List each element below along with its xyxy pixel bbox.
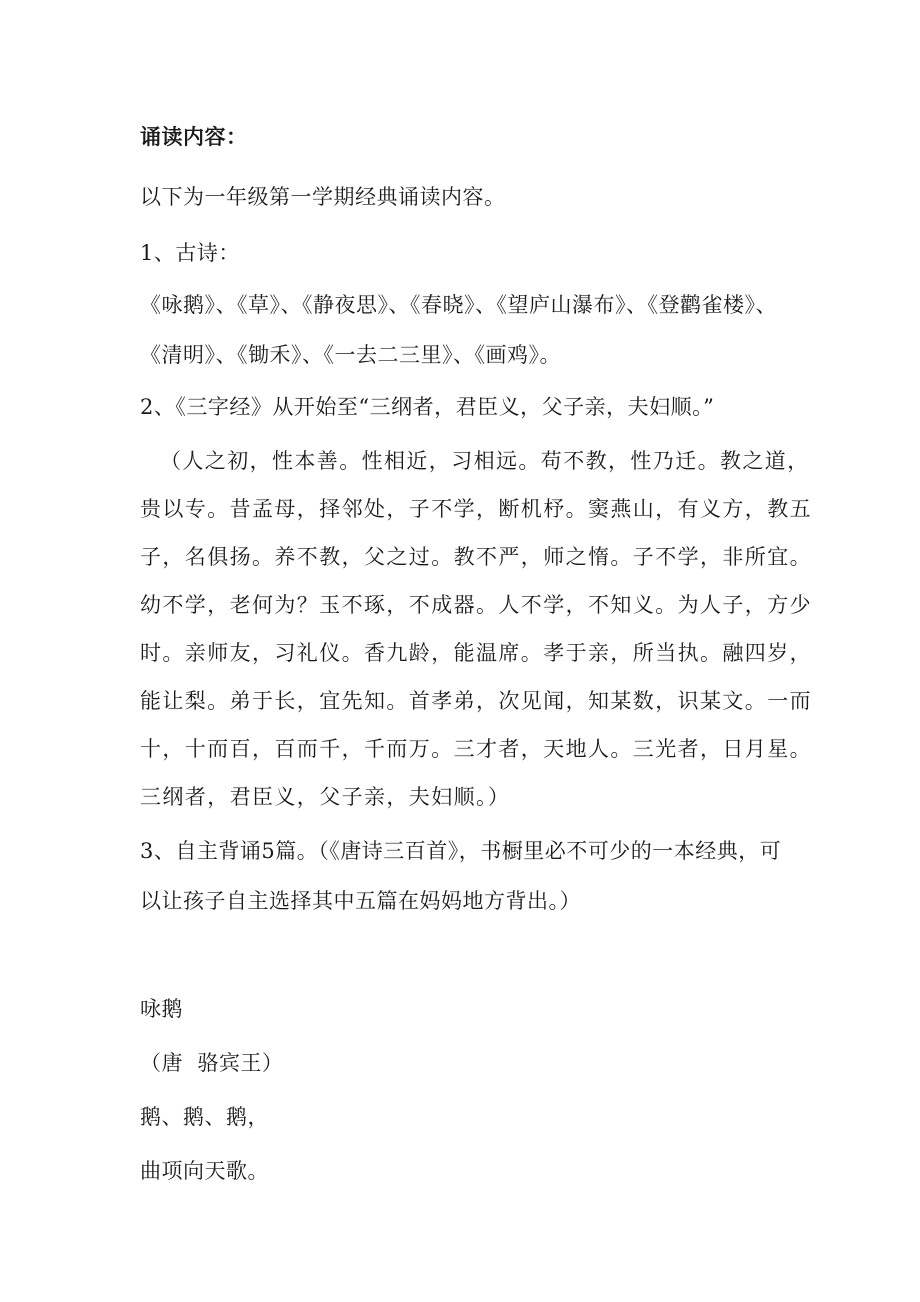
section2-line-8: 三纲者，君臣义，父子亲，夫妇顺。）: [140, 785, 511, 809]
section2-line-2: 贵以专。昔孟母，择邻处，子不学，断机杼。窦燕山，有义方，教五: [140, 497, 812, 521]
section2-line-6: 能让梨。弟于长，宜先知。首孝弟，次见闻，知某数，识某文。一而: [140, 689, 812, 713]
page-heading: 诵读内容：: [140, 124, 248, 149]
section2-line-5: 时。亲师友，习礼仪。香九龄，能温席。孝于亲，所当执。融四岁，: [140, 641, 812, 665]
section2-line-1: （人之初，性本善。性相近，习相远。苟不教，性乃迁。教之道，: [160, 449, 810, 473]
poem-line-2: 曲项向天歌。: [140, 1159, 269, 1183]
poem-title: 咏鹅: [140, 997, 183, 1021]
intro-text: 以下为一年级第一学期经典诵读内容。: [140, 185, 506, 209]
section1-label: 1、古诗：: [140, 241, 240, 265]
section1-line-1: 《咏鹅》、《草》、《静夜思》、《春晓》、《望庐山瀑布》、《登鹳雀楼》、: [140, 293, 777, 317]
poem-line-1: 鹅、鹅、鹅，: [140, 1105, 269, 1129]
section2-line-4: 幼不学，老何为？玉不琢，不成器。人不学，不知义。为人子，方少: [140, 593, 812, 617]
section2-line-3: 子，名俱扬。养不教，父之过。教不严，师之惰。子不学，非所宜。: [140, 545, 812, 569]
section3-line-1: 3、自主背诵5篇。（《唐诗三百首》，书橱里必不可少的一本经典，可: [140, 839, 782, 863]
section3-line-2: 以让孩子自主选择其中五篇在妈妈地方背出。）: [140, 889, 581, 913]
section2-line-7: 十，十而百，百而千，千而万。三才者，天地人。三光者，日月星。: [140, 737, 812, 761]
section2-label: 2、《三字经》从开始至“三纲者，君臣义，父子亲，夫妇顺。”: [140, 395, 715, 419]
poem-author: （唐 骆宾王）: [140, 1051, 284, 1075]
section1-line-2: 《清明》、《锄禾》、《一去二三里》、《画鸡》。: [140, 343, 561, 367]
